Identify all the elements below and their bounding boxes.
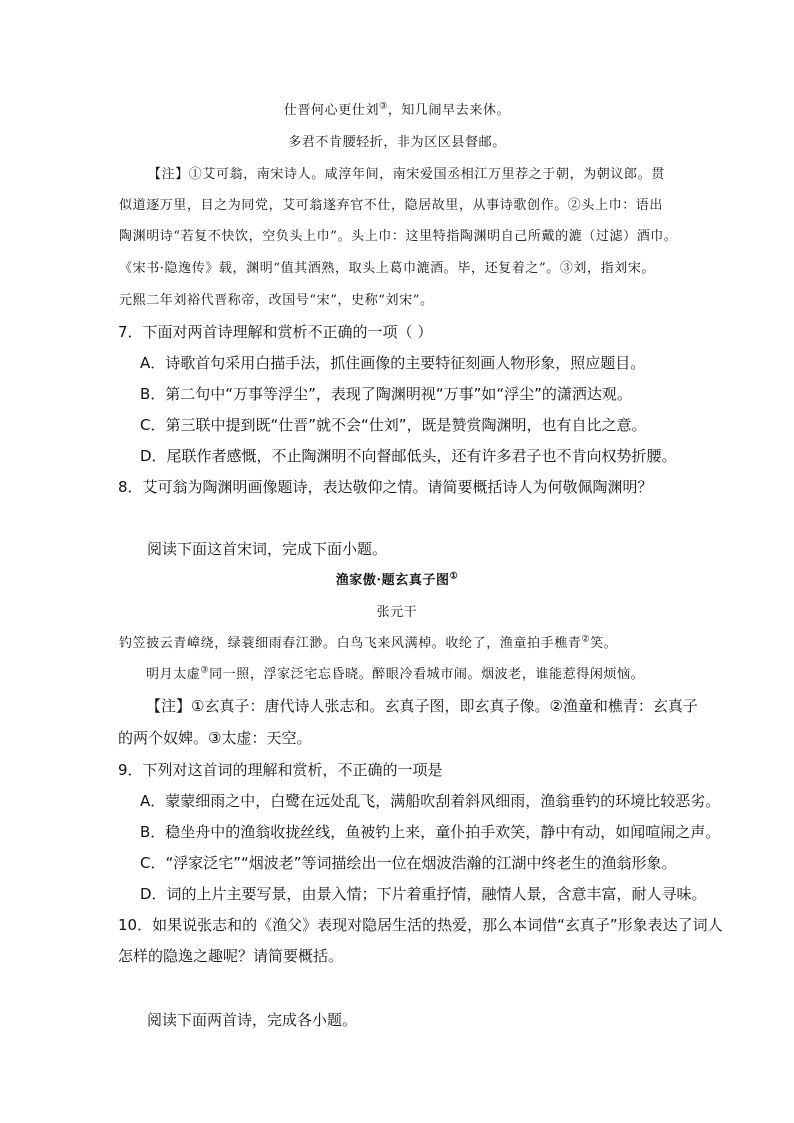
ci-line: 钓笠披云青嶂绕，绿蓑细雨春江渺。白鸟飞来风满棹。收纶了，渔童拍手樵青②笑。: [119, 634, 618, 651]
q9-option-d: D．词的上片主要写景，由景入情；下片着重抒情，融情人景，含意丰富，耐人寻味。: [140, 885, 707, 903]
poem1-note-line: 《宋书·隐逸传》载，渊明“值其酒熟，取头上葛巾漉酒。毕，还复着之”。③刘，指刘宋。: [119, 261, 656, 276]
q9-option-b: B．稳坐舟中的渔翁收拢丝线，鱼被钓上来，童仆拍手欢笑，静中有动，如闻喧闹之声。: [140, 823, 721, 841]
q7-option-a: A．诗歌首句采用白描手法，抓住画像的主要特征刻画人物形象，照应题目。: [140, 354, 646, 372]
q7-option-b: B．第二句中“万事等浮尘”，表现了陶渊明视“万事”如“浮尘”的潇洒达观。: [140, 385, 632, 403]
poem1-note-line: 似道逐万里，目之为同党，艾可翁遂弃官不仕，隐居故里，从事诗歌创作。②头上巾：语出: [119, 198, 664, 213]
section3-intro: 阅读下面两首诗，完成各小题。: [147, 1011, 358, 1029]
q10-stem-line1: 10．如果说张志和的《渔父》表现对隐居生活的热爱，那么本词借“玄真子”形象表达了词人: [118, 916, 723, 934]
q7-option-c: C．第三联中提到既“仕晋”就不会“仕刘”，既是赞赏陶渊明，也有自比之意。: [140, 416, 647, 434]
ci-author: 张元干: [376, 605, 418, 620]
poem1-note-line: 元熙二年刘裕代晋称帝，改国号“宋”，史称“刘宋”。: [119, 293, 434, 308]
poem1-line6: 多君不肯腰轻折，非为区区县督邮。: [288, 135, 506, 150]
footnote-marker: ③: [200, 665, 210, 676]
section2-intro: 阅读下面这首宋词，完成下面小题。: [147, 540, 388, 558]
ci-title: 渔家傲·题玄真子图①: [335, 571, 459, 588]
footnote-marker: ②: [581, 634, 591, 645]
q9-option-a: A．蒙蒙细雨之中，白鹭在远处乱飞，满船吹刮着斜风细雨，渔翁垂钓的环境比较恶劣。: [140, 792, 721, 810]
poem1-line5: 仕晋何心更仕刘③，知几闹早去来休。: [283, 101, 511, 118]
footnote-marker: ①: [449, 571, 459, 582]
ci-line: 明月太虚③同一照，浮家泛宅忘昏晓。醉眼冷看城市闹。烟波老，谁能惹得闲烦恼。: [146, 665, 645, 682]
q8-stem: 8．艾可翁为陶渊明画像题诗，表达敬仰之情。请简要概括诗人为何敬佩陶渊明？: [118, 478, 653, 496]
ci-note-line: 的两个奴婢。③太虚：天空。: [118, 729, 312, 747]
q7-stem: 7．下面对两首诗理解和赏析不正确的一项（ ）: [118, 323, 433, 341]
footnote-marker: ③: [379, 101, 388, 112]
poem1-note-line: 【注】①艾可翁，南宋诗人。咸淳年间，南宋爱国丞相江万里荐之于朝，为朝议郎。贯: [148, 167, 665, 182]
q9-stem: 9．下列对这首词的理解和赏析，不正确的一项是: [118, 761, 443, 779]
poem1-note-line: 陶渊明诗“若复不快饮，空负头上巾”。头上巾：这里特指陶渊明自己所戴的漉（过滤）酒巾。: [119, 229, 678, 244]
q10-stem-line2: 怎样的隐逸之趣呢？请简要概括。: [118, 947, 344, 965]
q7-option-d: D．尾联作者感慨，不止陶渊明不向督邮低头，还有许多君子也不肯向权势折腰。: [140, 447, 677, 465]
q9-option-c: C．“浮家泛宅”“烟波老”等词描绘出一位在烟波浩瀚的江湖中终老生的渔翁形象。: [140, 854, 677, 872]
ci-note-line: 【注】①玄真子：唐代诗人张志和。玄真子图，即玄真子像。②渔童和樵青：玄真子: [146, 697, 698, 715]
